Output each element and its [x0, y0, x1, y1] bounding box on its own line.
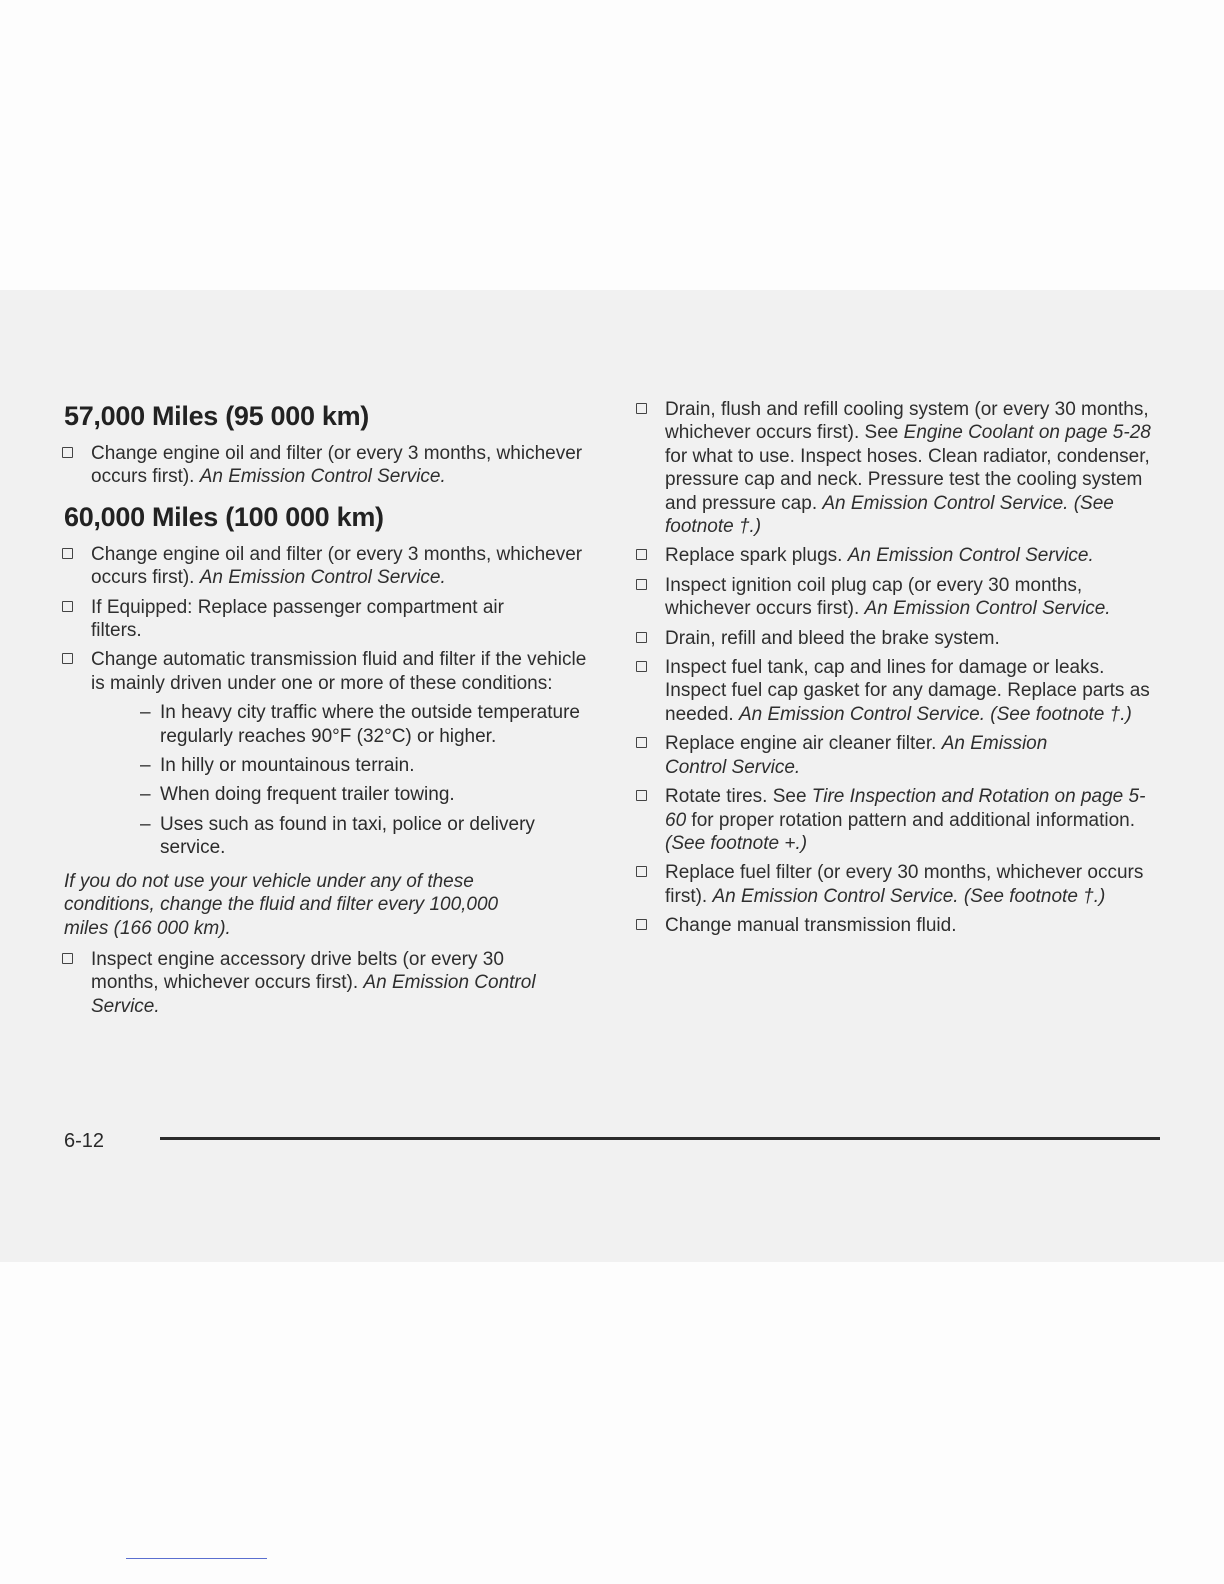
checkbox-icon	[62, 601, 73, 612]
checklist-item	[62, 543, 594, 590]
item-text: Replace spark plugs.	[665, 545, 848, 567]
cross-reference: Tire Inspection and Rotation on page 5-60	[665, 786, 1146, 831]
item-text: for what to use. Inspect hoses. Clean radiator, condenser, pressure cap and neck. Pressure test the cooling system and pressure cap.	[665, 445, 1150, 514]
item-emphasis: An Emission Control Service.	[91, 972, 536, 1017]
checkbox-icon	[636, 403, 647, 414]
checkbox-icon	[636, 919, 647, 930]
checklist-item	[636, 656, 1166, 726]
item-text: Change manual transmission fluid.	[665, 915, 957, 937]
item-text: If Equipped: Replace passenger compartment air filters.	[91, 596, 504, 642]
link-underline[interactable]	[126, 1558, 267, 1559]
conditions-list	[132, 701, 594, 859]
item-text: Drain, flush and refill cooling system (or every 30 months, whichever occurs first). See	[665, 399, 1149, 444]
condition-text: Uses such as found in taxi, police or delivery service.	[160, 813, 535, 859]
checkbox-icon	[636, 866, 647, 877]
checklist-item	[636, 627, 1166, 650]
item-emphasis: An Emission Control Service.	[199, 466, 446, 488]
item-text: Inspect fuel tank, cap and lines for damage or leaks. Inspect fuel cap gasket for any damage. Replace parts as needed.	[665, 657, 1150, 725]
checkbox-icon	[62, 953, 73, 964]
section-heading-60000: 60,000 Miles (100 000 km)	[64, 501, 384, 532]
checklist-item	[636, 861, 1166, 908]
item-text: Rotate tires. See	[665, 786, 812, 808]
dash-bullet: –	[140, 702, 151, 724]
item-text: for proper rotation pattern and additional information.	[686, 809, 1136, 831]
dash-bullet: –	[140, 813, 151, 835]
item-emphasis: An Emission Control Service. (See footnote †.)	[738, 703, 1132, 725]
section-heading-57000: 57,000 Miles (95 000 km)	[64, 401, 370, 431]
checkbox-icon	[636, 790, 647, 801]
condition-item	[132, 754, 594, 777]
item-emphasis: An Emission Control Service.	[847, 545, 1094, 567]
condition-text: In hilly or mountainous terrain.	[160, 755, 415, 777]
item-text: Change engine oil and filter (or every 3 months, whichever occurs first).	[91, 543, 583, 589]
right-column	[636, 398, 1166, 944]
checklist-item	[62, 648, 594, 695]
item-emphasis: An Emission Control Service.	[199, 567, 446, 589]
checklist-item	[636, 732, 1166, 779]
item-emphasis: (See footnote +.)	[665, 832, 808, 854]
item-emphasis: An Emission Control Service.	[665, 733, 1048, 778]
condition-item	[132, 813, 594, 860]
item-text: Drain, refill and bleed the brake system.	[665, 627, 1000, 649]
condition-text: When doing frequent trailer towing.	[160, 784, 455, 806]
checklist-item	[636, 544, 1166, 567]
condition-item	[132, 701, 594, 748]
checkbox-icon	[62, 653, 73, 664]
checkbox-icon	[62, 548, 73, 559]
item-text: Replace engine air cleaner filter.	[665, 733, 942, 755]
checkbox-icon	[636, 632, 647, 643]
footer-rule	[160, 1137, 1160, 1140]
checkbox-icon	[636, 579, 647, 590]
item-text: Inspect engine accessory drive belts (or every 30 months, whichever occurs first).	[91, 948, 504, 994]
page-number: 6-12	[64, 1130, 105, 1152]
item-emphasis: An Emission Control Service.	[864, 598, 1111, 620]
condition-item	[132, 783, 594, 806]
item-text: Inspect ignition coil plug cap (or every 30 months, whichever occurs first).	[665, 574, 1083, 620]
dash-bullet: –	[140, 755, 151, 777]
dash-bullet: –	[140, 784, 151, 806]
left-column	[62, 400, 594, 1024]
checklist-item	[62, 442, 594, 489]
checkbox-icon	[636, 661, 647, 672]
condition-text: In heavy city traffic where the outside temperature regularly reaches 90°F (32°C) or higher.	[160, 702, 580, 747]
checklist-item	[62, 948, 594, 1018]
checklist-item	[62, 596, 594, 643]
checklist-item	[636, 785, 1166, 855]
item-text: Replace fuel filter (or every 30 months, whichever occurs first).	[665, 862, 1144, 907]
item-text: Change engine oil and filter (or every 3 months, whichever occurs first).	[91, 443, 583, 488]
fluid-note: If you do not use your vehicle under any of these conditions, change the fluid and filter every 100,000 miles (166 000 km).	[64, 870, 499, 939]
checkbox-icon	[62, 447, 73, 458]
item-emphasis: An Emission Control Service. (See footnote †.)	[712, 885, 1106, 907]
item-emphasis: An Emission Control Service. (See footnote †.)	[665, 492, 1114, 538]
checklist-item	[636, 574, 1166, 621]
checkbox-icon	[636, 549, 647, 560]
cross-reference: Engine Coolant on page 5-28	[903, 422, 1151, 444]
checklist-item	[636, 398, 1166, 538]
checkbox-icon	[636, 737, 647, 748]
item-text: Change automatic transmission fluid and filter if the vehicle is mainly driven under one or more of these conditions:	[91, 649, 587, 694]
checklist-item	[636, 914, 1166, 937]
